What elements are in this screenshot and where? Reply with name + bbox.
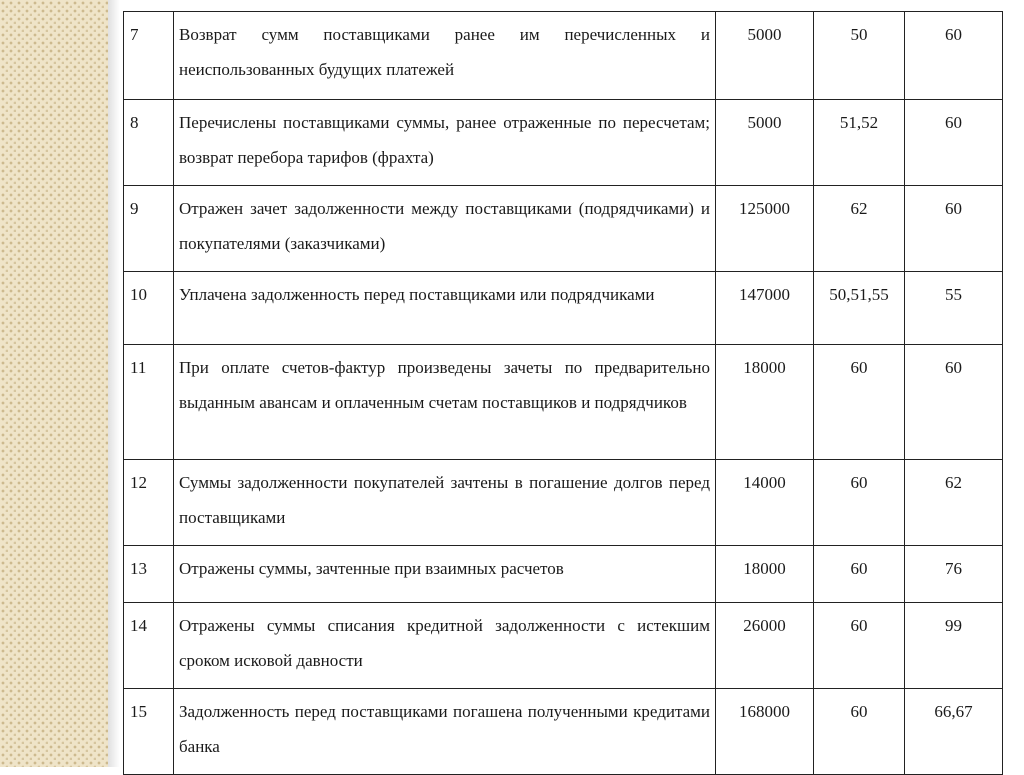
row-description: Задолженность перед поставщиками погашена полученными кредитами банка — [174, 689, 716, 775]
row-credit-account: 60 — [905, 345, 1003, 460]
table-row — [124, 100, 1003, 186]
row-number: 15 — [124, 689, 174, 775]
table-row — [124, 272, 1003, 345]
row-credit-account: 62 — [905, 460, 1003, 546]
row-amount: 125000 — [716, 186, 814, 272]
row-description: Уплачена задолженность перед поставщиками или подрядчиками — [174, 272, 716, 345]
row-credit-account: 55 — [905, 272, 1003, 345]
table-row — [124, 345, 1003, 460]
table-row — [124, 689, 1003, 775]
row-number: 11 — [124, 345, 174, 460]
row-credit-account: 60 — [905, 12, 1003, 100]
row-debit-account: 60 — [814, 689, 905, 775]
table-row — [124, 186, 1003, 272]
row-amount: 5000 — [716, 12, 814, 100]
row-description: Суммы задолженности покупателей зачтены в погашение долгов перед поставщиками — [174, 460, 716, 546]
transactions-table-body — [124, 12, 1003, 775]
row-description: Отражены суммы, зачтенные при взаимных расчетов — [174, 546, 716, 603]
row-credit-account: 60 — [905, 186, 1003, 272]
row-debit-account: 62 — [814, 186, 905, 272]
row-number: 8 — [124, 100, 174, 186]
row-amount: 168000 — [716, 689, 814, 775]
row-credit-account: 76 — [905, 546, 1003, 603]
row-amount: 147000 — [716, 272, 814, 345]
row-debit-account: 60 — [814, 345, 905, 460]
row-debit-account: 50,51,55 — [814, 272, 905, 345]
row-description: Перечислены поставщиками суммы, ранее отраженные по пересчетам; возврат перебора тарифов (фрахта) — [174, 100, 716, 186]
row-description: Отражен зачет задолженности между поставщиками (подрядчиками) и покупателями (заказчиками) — [174, 186, 716, 272]
row-amount: 5000 — [716, 100, 814, 186]
row-debit-account: 51,52 — [814, 100, 905, 186]
decorative-side-pattern — [0, 0, 108, 767]
row-number: 14 — [124, 603, 174, 689]
row-credit-account: 99 — [905, 603, 1003, 689]
row-debit-account: 60 — [814, 546, 905, 603]
row-credit-account: 60 — [905, 100, 1003, 186]
row-number: 12 — [124, 460, 174, 546]
table-row — [124, 603, 1003, 689]
row-number: 9 — [124, 186, 174, 272]
transactions-table — [123, 11, 1003, 775]
row-amount: 26000 — [716, 603, 814, 689]
side-shadow — [108, 0, 120, 767]
row-debit-account: 60 — [814, 603, 905, 689]
row-amount: 18000 — [716, 345, 814, 460]
row-amount: 18000 — [716, 546, 814, 603]
row-credit-account: 66,67 — [905, 689, 1003, 775]
table-row — [124, 460, 1003, 546]
row-debit-account: 60 — [814, 460, 905, 546]
row-debit-account: 50 — [814, 12, 905, 100]
table-row — [124, 546, 1003, 603]
row-number: 10 — [124, 272, 174, 345]
row-amount: 14000 — [716, 460, 814, 546]
row-description: При оплате счетов-фактур произведены зачеты по предварительно выданным авансам и оплаченным счетам поставщиков и подрядчиков — [174, 345, 716, 460]
table-row — [124, 12, 1003, 100]
row-description: Возврат сумм поставщиками ранее им перечисленных и неиспользованных будущих платежей — [174, 12, 716, 100]
row-number: 13 — [124, 546, 174, 603]
row-number: 7 — [124, 12, 174, 100]
row-description: Отражены суммы списания кредитной задолженности с истекшим сроком исковой давности — [174, 603, 716, 689]
